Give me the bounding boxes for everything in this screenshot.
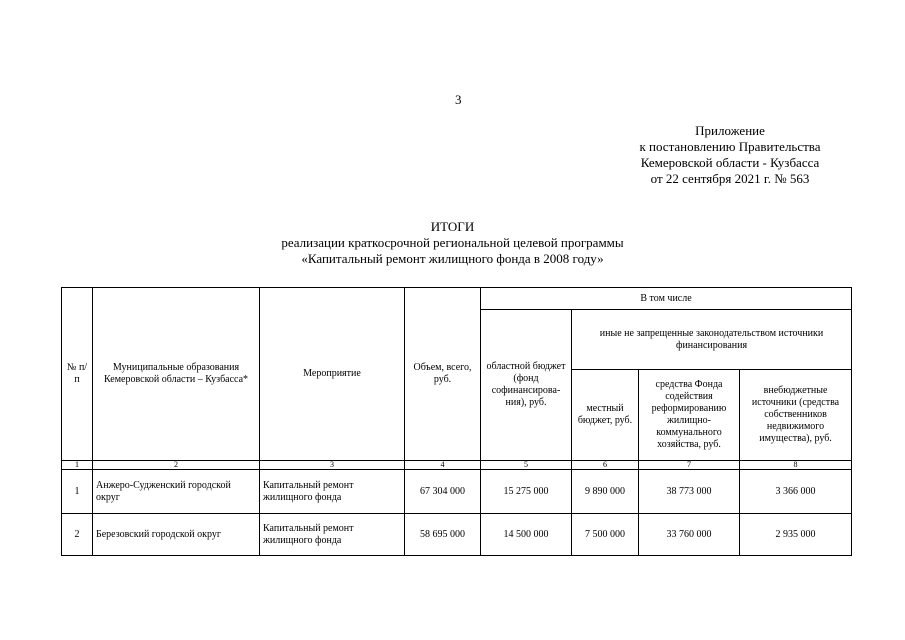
row-municipality: Березовский городской округ: [93, 514, 260, 556]
appendix-line-4: от 22 сентября 2021 г. № 563: [650, 171, 810, 186]
row-fund: 38 773 000: [639, 470, 740, 514]
header-measure: Мероприятие: [260, 288, 405, 461]
title-line-2: реализации краткосрочной региональной целевой программы: [281, 235, 624, 250]
appendix-block: [600, 123, 860, 187]
table-row: [62, 514, 852, 556]
document-title: [0, 219, 905, 267]
title-line-1: ИТОГИ: [430, 219, 475, 234]
header-total: Объем, всего, руб.: [405, 288, 481, 461]
column-number-row: [62, 461, 852, 470]
header-including: В том числе: [481, 288, 852, 310]
column-number: 3: [260, 461, 405, 470]
column-number: 6: [572, 461, 639, 470]
title-line-3: «Капитальный ремонт жилищного фонда в 2008 году»: [301, 251, 604, 266]
row-municipality: Анжеро-Судженский городской округ: [93, 470, 260, 514]
results-table: [61, 287, 852, 556]
header-local: местный бюджет, руб.: [572, 370, 639, 461]
row-extrabudget: 2 935 000: [740, 514, 852, 556]
row-total: 67 304 000: [405, 470, 481, 514]
header-num: № п/п: [62, 288, 93, 461]
column-number: 1: [62, 461, 93, 470]
appendix-line-1: Приложение: [695, 123, 765, 138]
row-regional: 14 500 000: [481, 514, 572, 556]
table-row: [62, 470, 852, 514]
column-number: 7: [639, 461, 740, 470]
row-local: 9 890 000: [572, 470, 639, 514]
column-number: 8: [740, 461, 852, 470]
header-fund: средства Фонда содействия реформированию жилищно-коммунального хозяйства, руб.: [639, 370, 740, 461]
row-local: 7 500 000: [572, 514, 639, 556]
row-regional: 15 275 000: [481, 470, 572, 514]
row-total: 58 695 000: [405, 514, 481, 556]
header-extrabudget: внебюджетные источники (средства собственников недвижимого имущества), руб.: [740, 370, 852, 461]
page-number: 3: [455, 92, 462, 107]
row-measure: Капитальный ремонт жилищного фонда: [260, 514, 405, 556]
column-number: 5: [481, 461, 572, 470]
column-number: 4: [405, 461, 481, 470]
row-measure: Капитальный ремонт жилищного фонда: [260, 470, 405, 514]
header-municipality: Муниципальные образования Кемеровской области – Кузбасса*: [93, 288, 260, 461]
column-number: 2: [93, 461, 260, 470]
header-regional: областной бюджет (фонд софинансирова-ния), руб.: [481, 310, 572, 461]
appendix-line-3: Кемеровской области - Кузбасса: [640, 155, 820, 170]
row-fund: 33 760 000: [639, 514, 740, 556]
row-num: 1: [62, 470, 93, 514]
row-extrabudget: 3 366 000: [740, 470, 852, 514]
header-other-sources: иные не запрещенные законодательством источники финансирования: [572, 310, 852, 370]
appendix-line-2: к постановлению Правительства: [639, 139, 821, 154]
row-num: 2: [62, 514, 93, 556]
